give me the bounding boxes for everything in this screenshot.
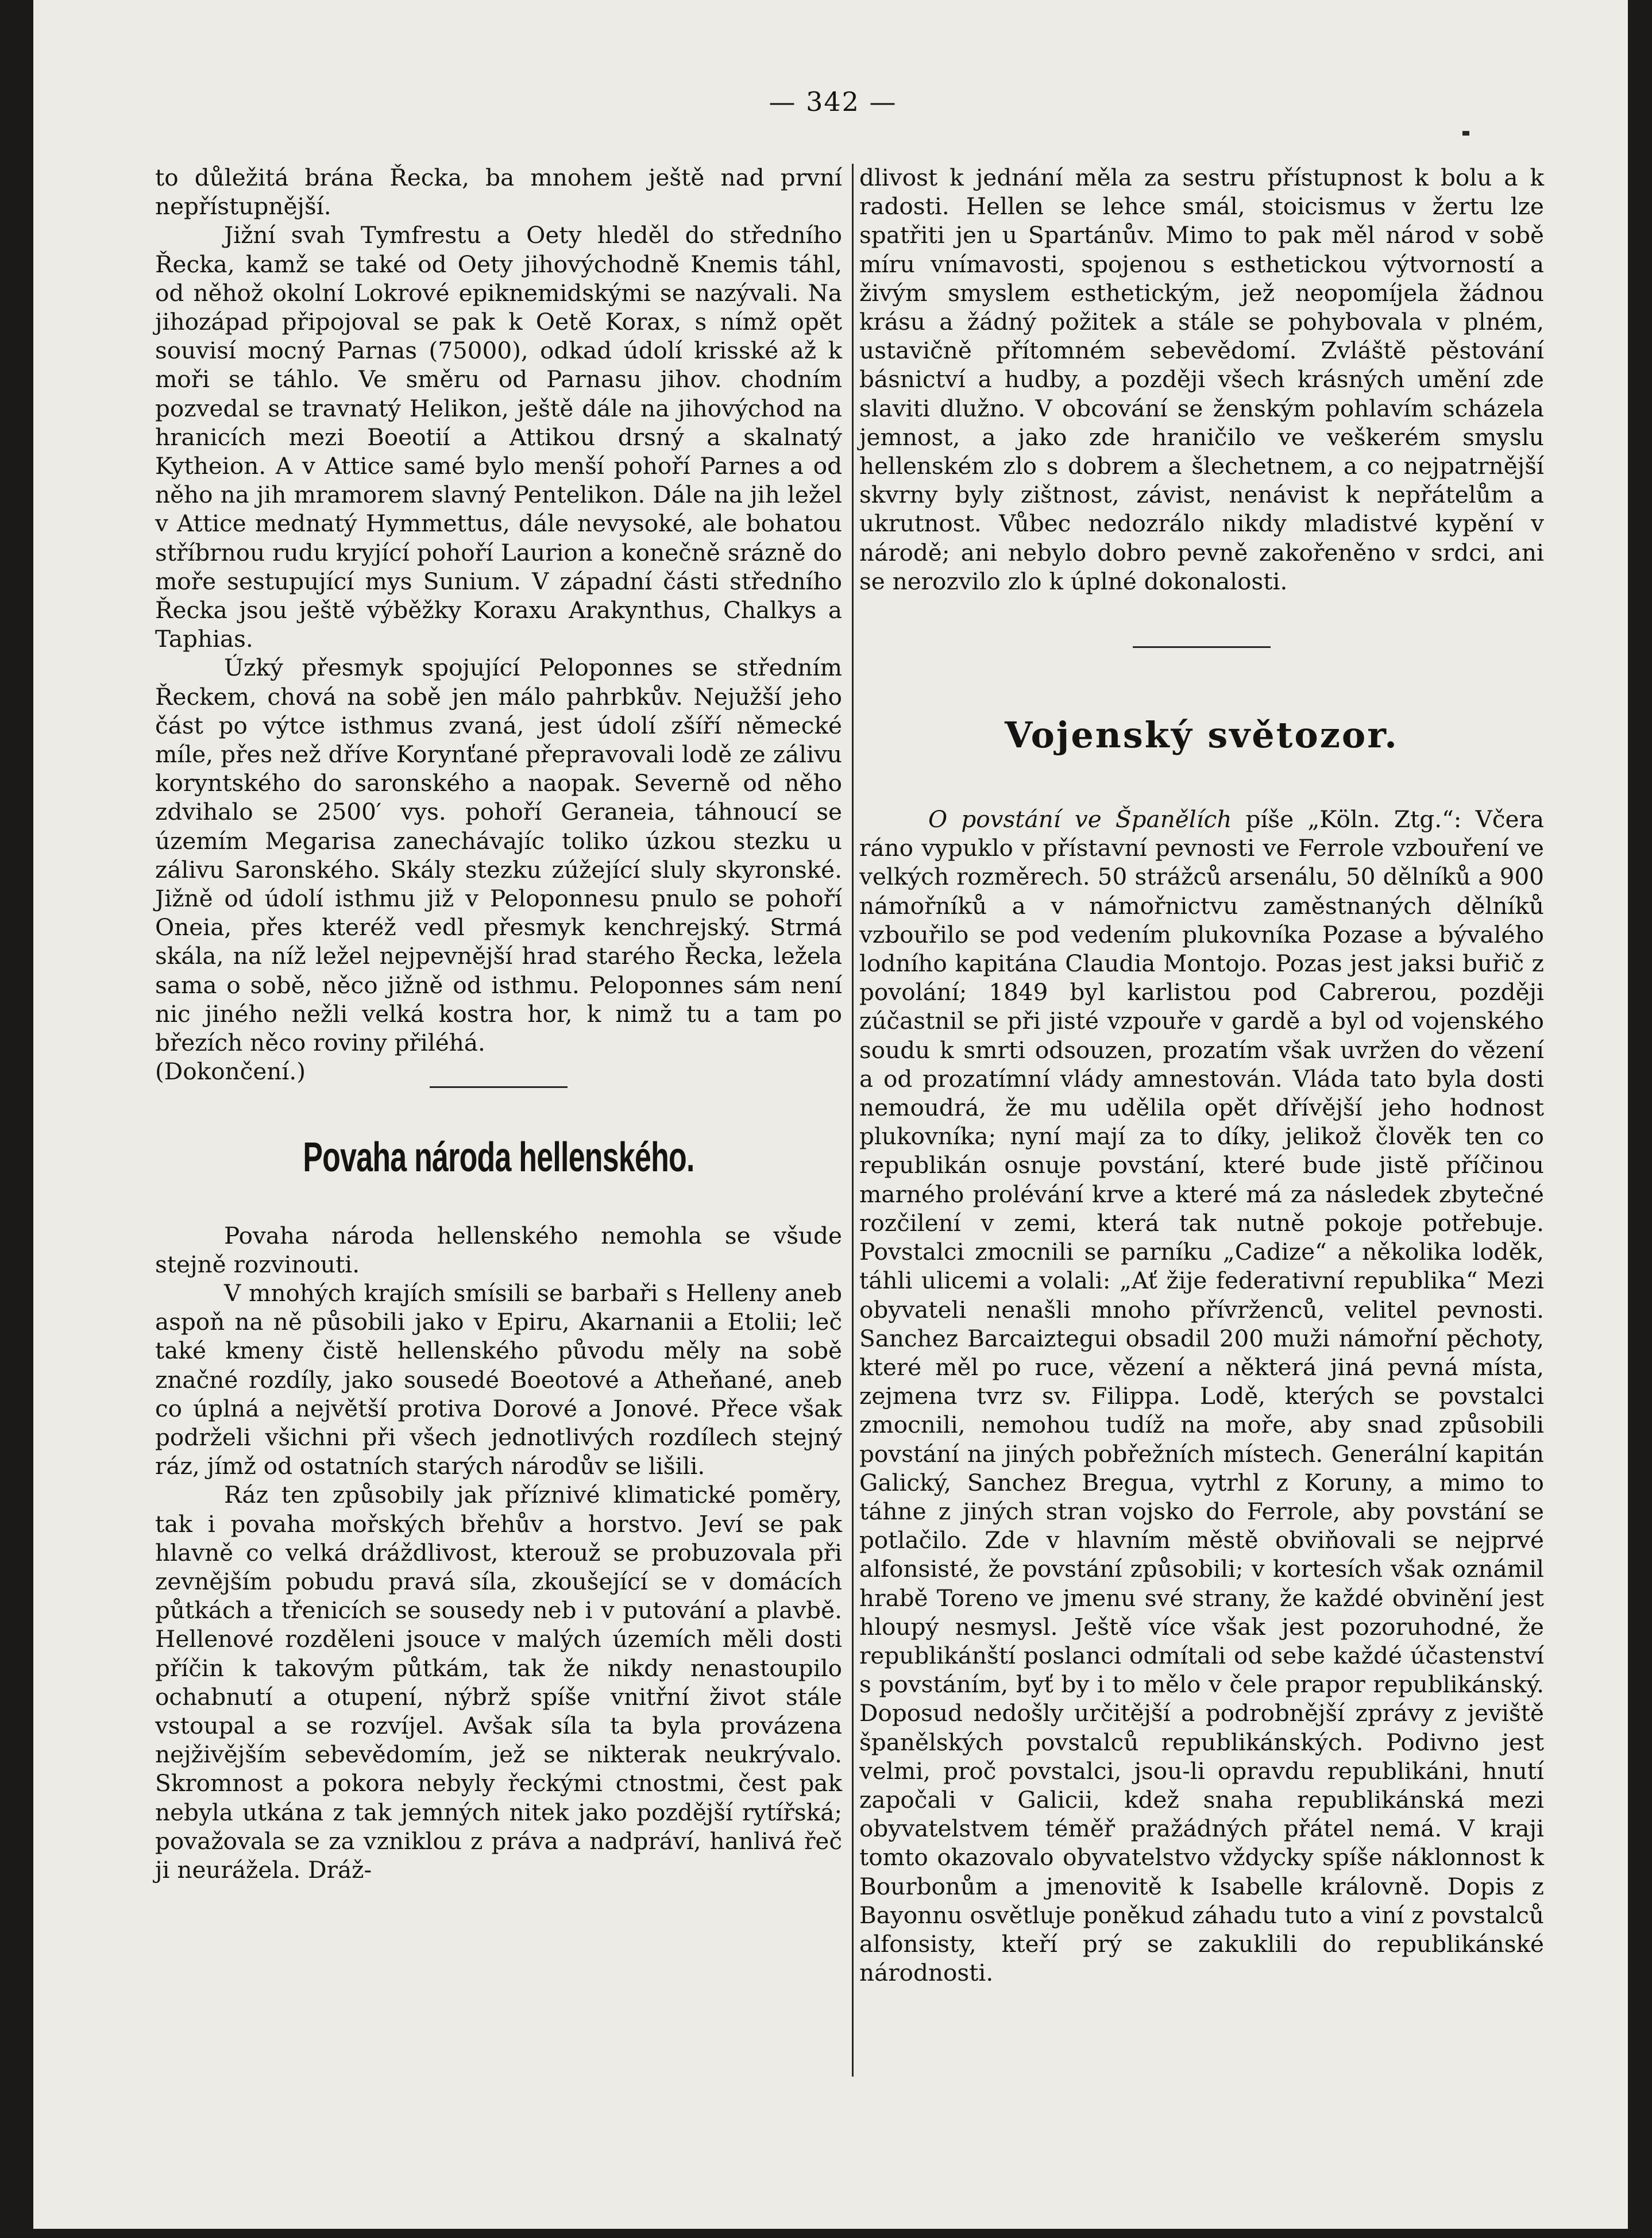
continuation-note: (Dokončení.) [155, 1058, 306, 1086]
paragraph: Jižní svah Tymfrestu a Oety hleděl do středního Řecka, kamž se také od Oety jihovýchodně Knemis táhl, od něhož okolní Lokrové epiknemidskými se nazývali. Na jihozápad připojoval se pak k Oetě Korax, s nímž opět souvisí mocný Parnas (75000), odkad údolí krisské až k moři se táhlo. Ve směru od Parnasu jihov. chodním pozvedal se travnatý Helikon, ještě dále na jihovýchod na hranicích mezi Boeotií a Attikou drsný a skalnatý Kytheion. A v Attice samé bylo menší pohoří Parnes a od něho na jih mramorem slavný Pentelikon. Dále na jih ležel v Attice mednatý Hymmettus, dále nevysoké, ale bohatou stříbrnou rudu kryjící pohoří Laurion a konečně srázně do moře sestupující mys Sunium. V západní části středního Řecka jsou ještě výběžky Koraxu Arakynthus, Chalkys a Taphias. [155, 221, 842, 653]
paragraph: Ráz ten způsobily jak příznivé klimatické poměry, tak i povaha mořských břehův a horstvo. Jeví se pak hlavně co velká dráždlivost, kterouž se probuzovala při zevnějším pobudu pravá síla, zkoušející se v domácích půtkách a třenicích se sousedy neb i v putování a plavbě. Hellenové rozděleni jsouce v malých územích měli dosti příčin k takovým půtkám, tak že nikdy nenastoupilo ochabnutí a otupení, nýbrž spíše vnitřní život stále vstoupal a se rozvíjel. Avšak síla ta byla provázena nejživějším sebevědomím, jež se nikterak neukrývalo. Skromnost a pokora nebyly řeckými ctnostmi, čest pak nebyla utkána z tak jemných nitek jako pozdější rytířská; považovala se za vzniklou z práva a nadpráví, hanlivá řeč ji neurážela. Dráž- [155, 1481, 842, 1884]
italic-lead: O povstání ve Španělích [928, 805, 1232, 834]
paragraph-text: píše „Köln. Ztg.“: Včera ráno vypuklo v přístavní pevnosti ve Ferrole vzbouření ve velkých rozměrech. 50 strážců arsenálu, 50 dělníků a 900 námořníků a v námořnictvu zaměstnaných dělníků vzbouřilo se pod vedením plukovníka Pozase a bývalého lodního kapitána Claudia Montojo. Pozas jest jaksi buřič z povolání; 1849 byl karlistou pod Cabrerou, později zúčastnil se při jisté vzpouře v gardě a byl od vojenského soudu k smrti odsouzen, prozatím však uvržen do vězení a od prozatímní vlády amnestován. Vláda tato byla dosti nemoudrá, že mu udělila opět dřívější jeho hodnost plukovníka; nyní mají za to díky, jelikož člověk ten co republikán osnuje povstání, které bude jistě příčinou marného prolévání krve a které má za následek zbytečné rozčilení v zemi, která tak nutně pokoje potřebuje. Povstalci zmocnili se parníku „Cadize“ a několika loděk, táhli ulicemi a volali: „Ať žije federativní republika“ Mezi obyvateli nenašli mnoho přívrženců, velitel pevnosti. Sanchez Barcaiztegui obsadil 200 muži námořní pěchoty, které měl po ruce, vězení a některá jiná pevná místa, zejmena tvrz sv. Filippa. Lodě, kterých se povstalci zmocnili, nemohou tudíž na moře, aby snad způsobili povstání na jiných pobřežních místech. Generální kapitán Galický, Sanchez Bregua, vytrhl z Koruny, a mimo to táhne z jiných stran vojsko do Ferrole, aby povstání se potlačilo. Zde v hlavním městě obviňovali se nejprvé alfonsisté, že povstání způsobili; v kortesích však oznámil hrabě Toreno ve jmenu své strany, že každé obvinění jest hloupý nesmysl. Ještě více však jest pozoruhodné, že republikánští poslanci odmítali od sebe každé účastenství s povstáním, byť by i to mělo v čele prapor republikánský. Doposud nedošly určitější a podrobnější zprávy z jeviště španělských povstalců republikánských. Podivno jest velmi, proč povstalci, jsou-li opravdu republikáni, hnutí započali v Galicii, kdež snaha republikánská mezi obyvatelstvem téměř pražádných přátel nemá. V kraji tomto okazovalo obyvatelstvo vždycky spíše náklonnost k Bourbonům a jmenovitě k Isabelle královně. Dopis z Bayonnu osvětluje poněkud záhadu tuto a viní z povstalců alfonsisty, kteří prý se zakuklili do republikánské národnosti. [859, 805, 1544, 1987]
paragraph: Povaha národa hellenského nemohla se všude stejně rozvinouti. [155, 1221, 842, 1278]
section-separator [1133, 646, 1271, 648]
scan-border-bottom [0, 2229, 1652, 2238]
section-separator [430, 1086, 568, 1088]
page-number: — 342 — [769, 86, 897, 117]
left-column [155, 163, 842, 1884]
scan-border-left [0, 0, 33, 2238]
column-divider [852, 164, 854, 2077]
ink-mark [1462, 131, 1469, 136]
section-title: Povaha národa hellenského. [303, 1134, 694, 1180]
right-column [859, 163, 1544, 1987]
paragraph: dlivost k jednání měla za sestru přístupnost k bolu a k radosti. Hellen se lehce smál, stoicismus v žertu lze spatřiti jen u Spartánův. Mimo to pak měl národ v sobě míru vnímavosti, spojenou s esthetickou výtvorností a živým smyslem esthetickým, jež neopomíjela žádnou krásu a žádný požitek a stále se pohybovala v plném, ustavičně přítomném sebevědomí. Zvláště pěstování básnictví a hudby, a později všech krásných umění zde slaviti dlužno. V obcování se ženským pohlavím scházela jemnost, a jako zde hraničilo ve veškerém smyslu hellenském zlo s dobrem a šlechetnem, a co nejpatrnější skvrny byly zištnost, závist, nenávist k nepřátelům a ukrutnost. Vůbec nedozrálo nikdy mladistvé kypění v národě; ani nebylo dobro pevně zakořeněno v srdci, ani se nerozvilo zlo k úplné dokonalosti. [859, 164, 1544, 595]
paragraph: Úzký přesmyk spojující Peloponnes se středním Řeckem, chová na sobě jen málo pahrbkův. Nejužší jeho část po výtce isthmus zvaná, jest údolí zšíří německé míle, přes než dříve Korynťané přepravovali lodě ze zálivu koryntského do saronského a naopak. Severně od něho zdvihalo se 2500′ vys. pohoří Geraneia, táhnoucí se územím Megarisa zanechávajíc toliko úzkou stezku u zálivu Saronského. Skály stezku zúžející sluly skyronské. Jižně od údolí isthmu již v Peloponnesu pnulo se pohoří Oneia, přes kteréž vedl přesmyk kenchrejský. Strmá skála, na níž ležel nejpevnější hrad starého Řecka, ležela sama o sobě, něco jižně od isthmu. Peloponnes sám není nic jiného nežli velká kostra hor, k nimž tu a tam po březích něco roviny přiléhá. [155, 654, 842, 1057]
paragraph: V mnohých krajích smísili se barbaři s Helleny aneb aspoň na ně působili jako v Epiru, Akarnanii a Etolii; leč také kmeny čistě hellenského původu měly na sobě značné rozdíly, jako sousedé Boeotové a Atheňané, aneb co úplná a největší protiva Dorové a Jonové. Přece však podrželi všichni při všech jednotlivých rozdílech stejný ráz, jímž od ostatních starých národův se lišili. [155, 1279, 842, 1480]
paragraph: to důležitá brána Řecka, ba mnohem ještě nad první nepřístupnější. [155, 164, 842, 221]
paragraph [859, 805, 1544, 1987]
section-title: Vojenský světozor. [1005, 714, 1399, 757]
scan-border-right [1628, 0, 1652, 2238]
